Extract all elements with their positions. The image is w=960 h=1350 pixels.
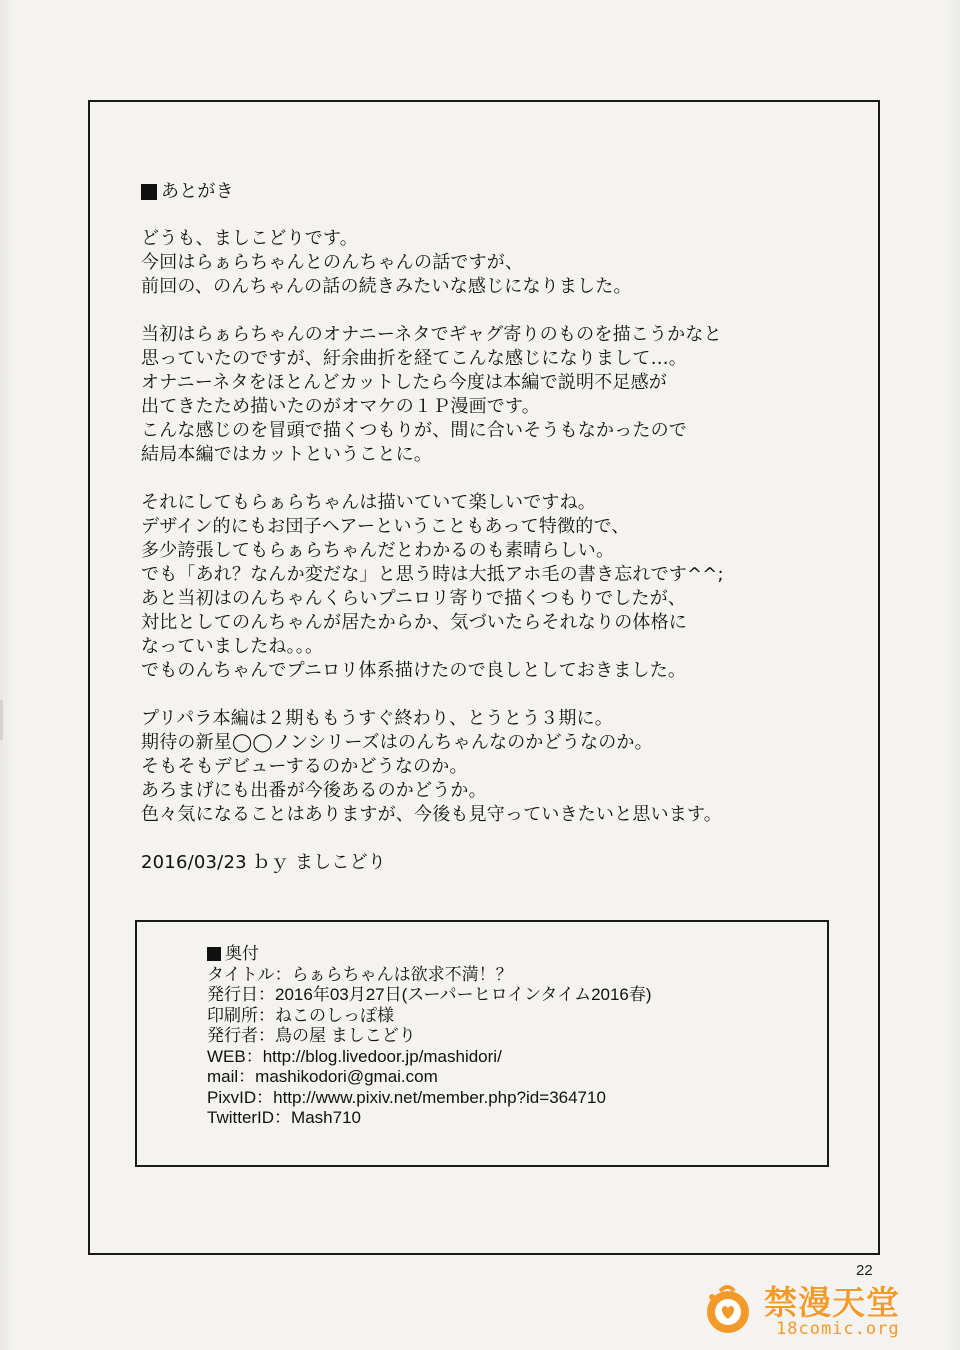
colophon-mail-row: mail：mashikodori@gmai.com [207,1067,438,1086]
square-bullet-icon [207,947,221,961]
text-line: 期待の新星◯◯ノンシリーズはのんちゃんなのかどうなのか。 [141,732,653,753]
text-line: 前回の、のんちゃんの話の続きみたいな感じになりました。 [141,276,632,297]
colophon-web-row: WEB：http://blog.livedoor.jp/mashidori/ [207,1046,502,1066]
afterword-title: あとがき [161,181,234,202]
text-line: デザイン的にもお団子ヘアーということもあって特徴的で、 [141,516,630,537]
text-line: こんな感じのを冒頭で描くつもりが、間に合いそうもなかったので [141,420,687,441]
colophon-title: 奥付 [225,944,259,963]
site-watermark [700,1275,930,1345]
colophon-pixiv-row: PixvID：http://www.pixiv.net/member.php?id=364710 [207,1087,606,1107]
paragraph [141,323,841,467]
text-line: 出てきたため描いたのがオマケの１Ｐ漫画です。 [141,396,540,417]
watermark-url: 18comic.org [776,1319,900,1339]
text-line: それにしてもらぁらちゃんは描いていて楽しいですね。 [141,492,596,513]
text-line: 結局本編ではカットということに。 [141,444,433,465]
colophon-printer-row: 印刷所：ねこのしっぽ様 [207,1005,394,1025]
paragraph [141,227,841,299]
text-line: プリパラ本編は２期ももうすぐ終わり、とうとう３期に。 [141,708,613,729]
text-line: なっていましたね。。。 [141,636,324,657]
colophon-date-row: 発行日：2016年03月27日(スーパーヒロインタイム2016春) [207,985,652,1004]
text-line: 思っていたのですが、紆余曲折を経てこんな感じになりまして…。 [141,348,687,369]
colophon-heading [207,944,652,965]
colophon-content [207,944,652,1129]
signature-date: 2016/03/23 ｂｙ ましこどり [141,852,386,873]
text-line: 当初はらぁらちゃんのオナニーネタでギャグ寄りのものを描こうかなと [141,324,722,345]
text-line: そもそもデビューするのかどうなのか。 [141,756,468,777]
text-line: でも「あれ？なんか変だな」と思う時は大抵アホ毛の書き忘れです^^; [141,564,724,585]
afterword-section [141,177,841,875]
text-line: でものんちゃんでプニロリ体系描けたので良しとしておきました。 [141,660,687,681]
text-line: 対比としてのんちゃんが居たからか、気づいたらそれなりの体格に [141,612,687,633]
text-line: あと当初はのんちゃんくらいプニロリ寄りで描くつもりでしたが、 [141,588,687,609]
colophon-title-row: タイトル：らぁらちゃんは欲求不満！？ [207,964,513,984]
text-line: 多少誇張してもらぁらちゃんだとわかるのも素晴らしい。 [141,540,615,561]
text-line: 色々気になることはありますが、今後も見守っていきたいと思います。 [141,804,722,825]
colophon-twitter-row: TwitterID：Mash710 [207,1108,361,1127]
mascot-logo-icon [700,1281,756,1337]
text-line: どうも、ましこどりです。 [141,228,358,249]
square-bullet-icon [141,184,157,200]
colophon-box [135,920,829,1167]
text-line: オナニーネタをほとんどカットしたら今度は本編で説明不足感が [141,372,667,393]
watermark-title: 禁漫天堂 [764,1283,900,1322]
text-line: 今回はらぁらちゃんとのんちゃんの話ですが、 [141,252,524,273]
paragraph [141,707,841,827]
paragraph [141,491,841,683]
binding-edge [0,700,3,740]
text-line: あろまげにも出番が今後あるのかどうか。 [141,780,487,801]
page-number: 22 [856,1262,873,1279]
afterword-heading [141,177,841,207]
colophon-publisher-row: 発行者：鳥の屋 ましこどり [207,1026,416,1045]
